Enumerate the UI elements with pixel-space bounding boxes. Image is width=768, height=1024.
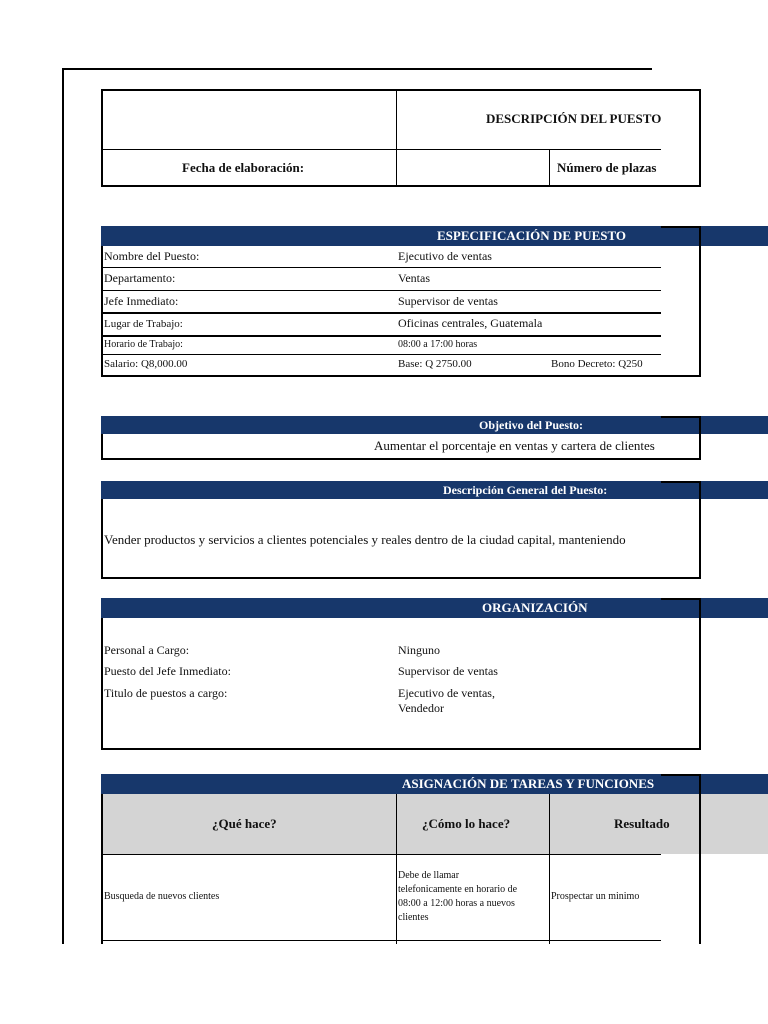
horario-trabajo-value: 08:00 a 17:00 horas [398, 339, 478, 350]
como-lo-hace-line-3: 08:00 a 12:00 horas a nuevos [398, 898, 515, 909]
titulo-puestos-label: Titulo de puestos a cargo: [104, 686, 228, 700]
nombre-puesto-value: Ejecutivo de ventas [398, 249, 492, 263]
asignacion-col-line-2 [549, 794, 550, 944]
jefe-inmediato-value: Supervisor de ventas [398, 294, 498, 308]
objetivo-text: Aumentar el porcentaje en ventas y cartera de clientes [374, 438, 655, 453]
horario-trabajo-label: Horario de Trabajo: [104, 339, 183, 350]
col-como-lo-hace: ¿Cómo lo hace? [422, 816, 511, 831]
col-resultado: Resultado [614, 816, 670, 831]
header-title: DESCRIPCIÓN DEL PUESTO [486, 111, 662, 126]
que-hace-value: Busqueda de nuevos clientes [104, 891, 220, 902]
organizacion-title: ORGANIZACIÓN [482, 600, 588, 615]
fecha-label: Fecha de elaboración: [182, 160, 305, 175]
resultado-value: Prospectar un minimo [551, 891, 640, 902]
lugar-trabajo-label: Lugar de Trabajo: [104, 318, 183, 330]
header-divider-h [101, 149, 661, 150]
asignacion-header-line [101, 854, 661, 855]
departamento-value: Ventas [398, 271, 430, 285]
departamento-label: Departamento: [104, 271, 176, 285]
descripcion-title: Descripción General del Puesto: [443, 483, 608, 497]
como-lo-hace-line-1: Debe de llamar [398, 870, 460, 881]
personal-cargo-value: Ninguno [398, 643, 440, 657]
puesto-jefe-value: Supervisor de ventas [398, 664, 498, 678]
numero-plazas-label: Número de plazas [557, 160, 657, 175]
header-divider-v1 [396, 89, 397, 187]
salario-base: Base: Q 2750.00 [398, 358, 472, 370]
descripcion-text: Vender productos y servicios a clientes potenciales y reales dentro de la ciudad capital, manteniendo [104, 532, 626, 547]
como-lo-hace-line-2: telefonicamente en horario de [398, 884, 518, 895]
spec-line-2 [101, 290, 661, 291]
salario-label: Salario: Q8,000.00 [104, 358, 188, 370]
como-lo-hace-line-4: clientes [398, 912, 429, 923]
personal-cargo-label: Personal a Cargo: [104, 643, 190, 657]
spec-line-1 [101, 267, 661, 268]
asignacion-col-line-1 [396, 794, 397, 944]
page-bottom-blank [0, 944, 768, 1024]
spec-line-5 [101, 354, 661, 355]
spec-line-4 [101, 335, 661, 337]
asignacion-row-line [101, 940, 661, 941]
asignacion-title: ASIGNACIÓN DE TAREAS Y FUNCIONES [402, 776, 655, 791]
bono-decreto: Bono Decreto: Q250 [551, 358, 643, 370]
jefe-inmediato-label: Jefe Inmediato: [104, 294, 179, 308]
titulo-puestos-value-2: Vendedor [398, 701, 444, 715]
header-divider-v2 [549, 149, 550, 187]
lugar-trabajo-value: Oficinas centrales, Guatemala [398, 316, 543, 330]
objetivo-title: Objetivo del Puesto: [479, 418, 583, 432]
puesto-jefe-label: Puesto del Jefe Inmediato: [104, 664, 231, 678]
spec-line-3 [101, 312, 661, 314]
especificacion-title: ESPECIFICACIÓN DE PUESTO [437, 228, 627, 243]
titulo-puestos-value: Ejecutivo de ventas, [398, 686, 495, 700]
col-que-hace: ¿Qué hace? [212, 816, 277, 831]
nombre-puesto-label: Nombre del Puesto: [104, 249, 200, 263]
asignacion-header-row [103, 794, 663, 854]
